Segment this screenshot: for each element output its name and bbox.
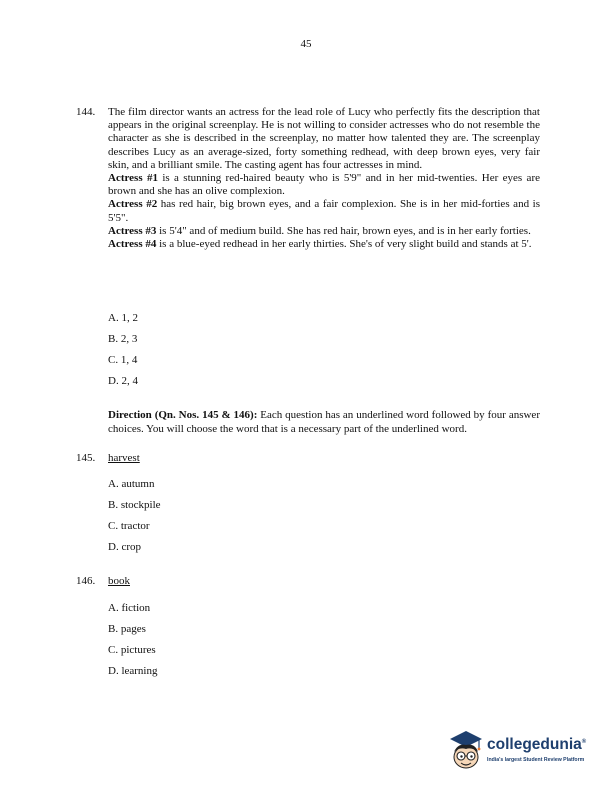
question-number-145: 145.: [76, 452, 96, 464]
question-number-144: 144.: [76, 106, 96, 118]
actress-3-label: Actress #3: [108, 224, 157, 237]
q144-option-c: C. 1, 4: [108, 354, 138, 366]
direction-label: Direction (Qn. Nos. 145 & 146):: [108, 409, 258, 421]
logo-wordmark: collegedunia®: [487, 736, 587, 753]
mascot-icon: [446, 728, 486, 772]
actress-1-label: Actress #1: [108, 172, 158, 185]
q146-option-d: D. learning: [108, 665, 158, 677]
question-number-146: 146.: [76, 575, 96, 587]
q144-option-b: B. 2, 3: [108, 333, 138, 345]
q146-option-a: A. fiction: [108, 602, 151, 614]
underlined-word-harvest: harvest: [108, 452, 140, 464]
q144-option-a: A. 1, 2: [108, 312, 138, 324]
q145-option-c: C. tractor: [108, 520, 150, 532]
logo-tagline: India's largest Student Review Platform: [487, 757, 585, 763]
actress-1-description: Actress #1 is a stunning red-haired beauty who is 5'9" and in her mid-twenties. Her eyes are brown and she has an olive complexion.: [108, 172, 540, 198]
collegedunia-logo: [446, 728, 602, 772]
actress-2-description: Actress #2 has red hair, big brown eyes, and a fair complexion. She is in her mid-forties and is 5'5".: [108, 198, 540, 224]
actress-4-description: Actress #4 is a blue-eyed redhead in her early thirties. She's of very slight build and stands at 5'.: [108, 238, 532, 251]
q145-option-b: B. stockpile: [108, 499, 161, 511]
q146-option-c: C. pictures: [108, 644, 156, 656]
q145-option-d: D. crop: [108, 541, 141, 553]
q145-option-a: A. autumn: [108, 478, 155, 490]
underlined-word-book: book: [108, 575, 130, 587]
q144-option-d: D. 2, 4: [108, 375, 138, 387]
actress-4-label: Actress #4: [108, 238, 157, 251]
question-144-intro: The film director wants an actress for the lead role of Lucy who perfectly fits the description that appears in the original screenplay. He is not willing to consider actresses who do not resemble the character as she is described in the screenplay, no matter how talented they are. The screenplay describes Lucy as an average-sized, forty something redhead, with deep brown eyes, very fair skin, and a brilliant smile. The casting agent has four actresses in mind.: [108, 106, 540, 171]
actress-3-description: Actress #3 is 5'4" and of medium build. She has red hair, brown eyes, and is in her early forties.: [108, 224, 531, 237]
question-144-body: [108, 106, 540, 251]
q146-option-b: B. pages: [108, 623, 146, 635]
actress-2-label: Actress #2: [108, 198, 158, 211]
page-number: 45: [300, 38, 312, 50]
direction-text: Direction (Qn. Nos. 145 & 146): Each question has an underlined word followed by four answer choices. You will choose the word that is a necessary part of the underlined word.: [108, 409, 540, 435]
